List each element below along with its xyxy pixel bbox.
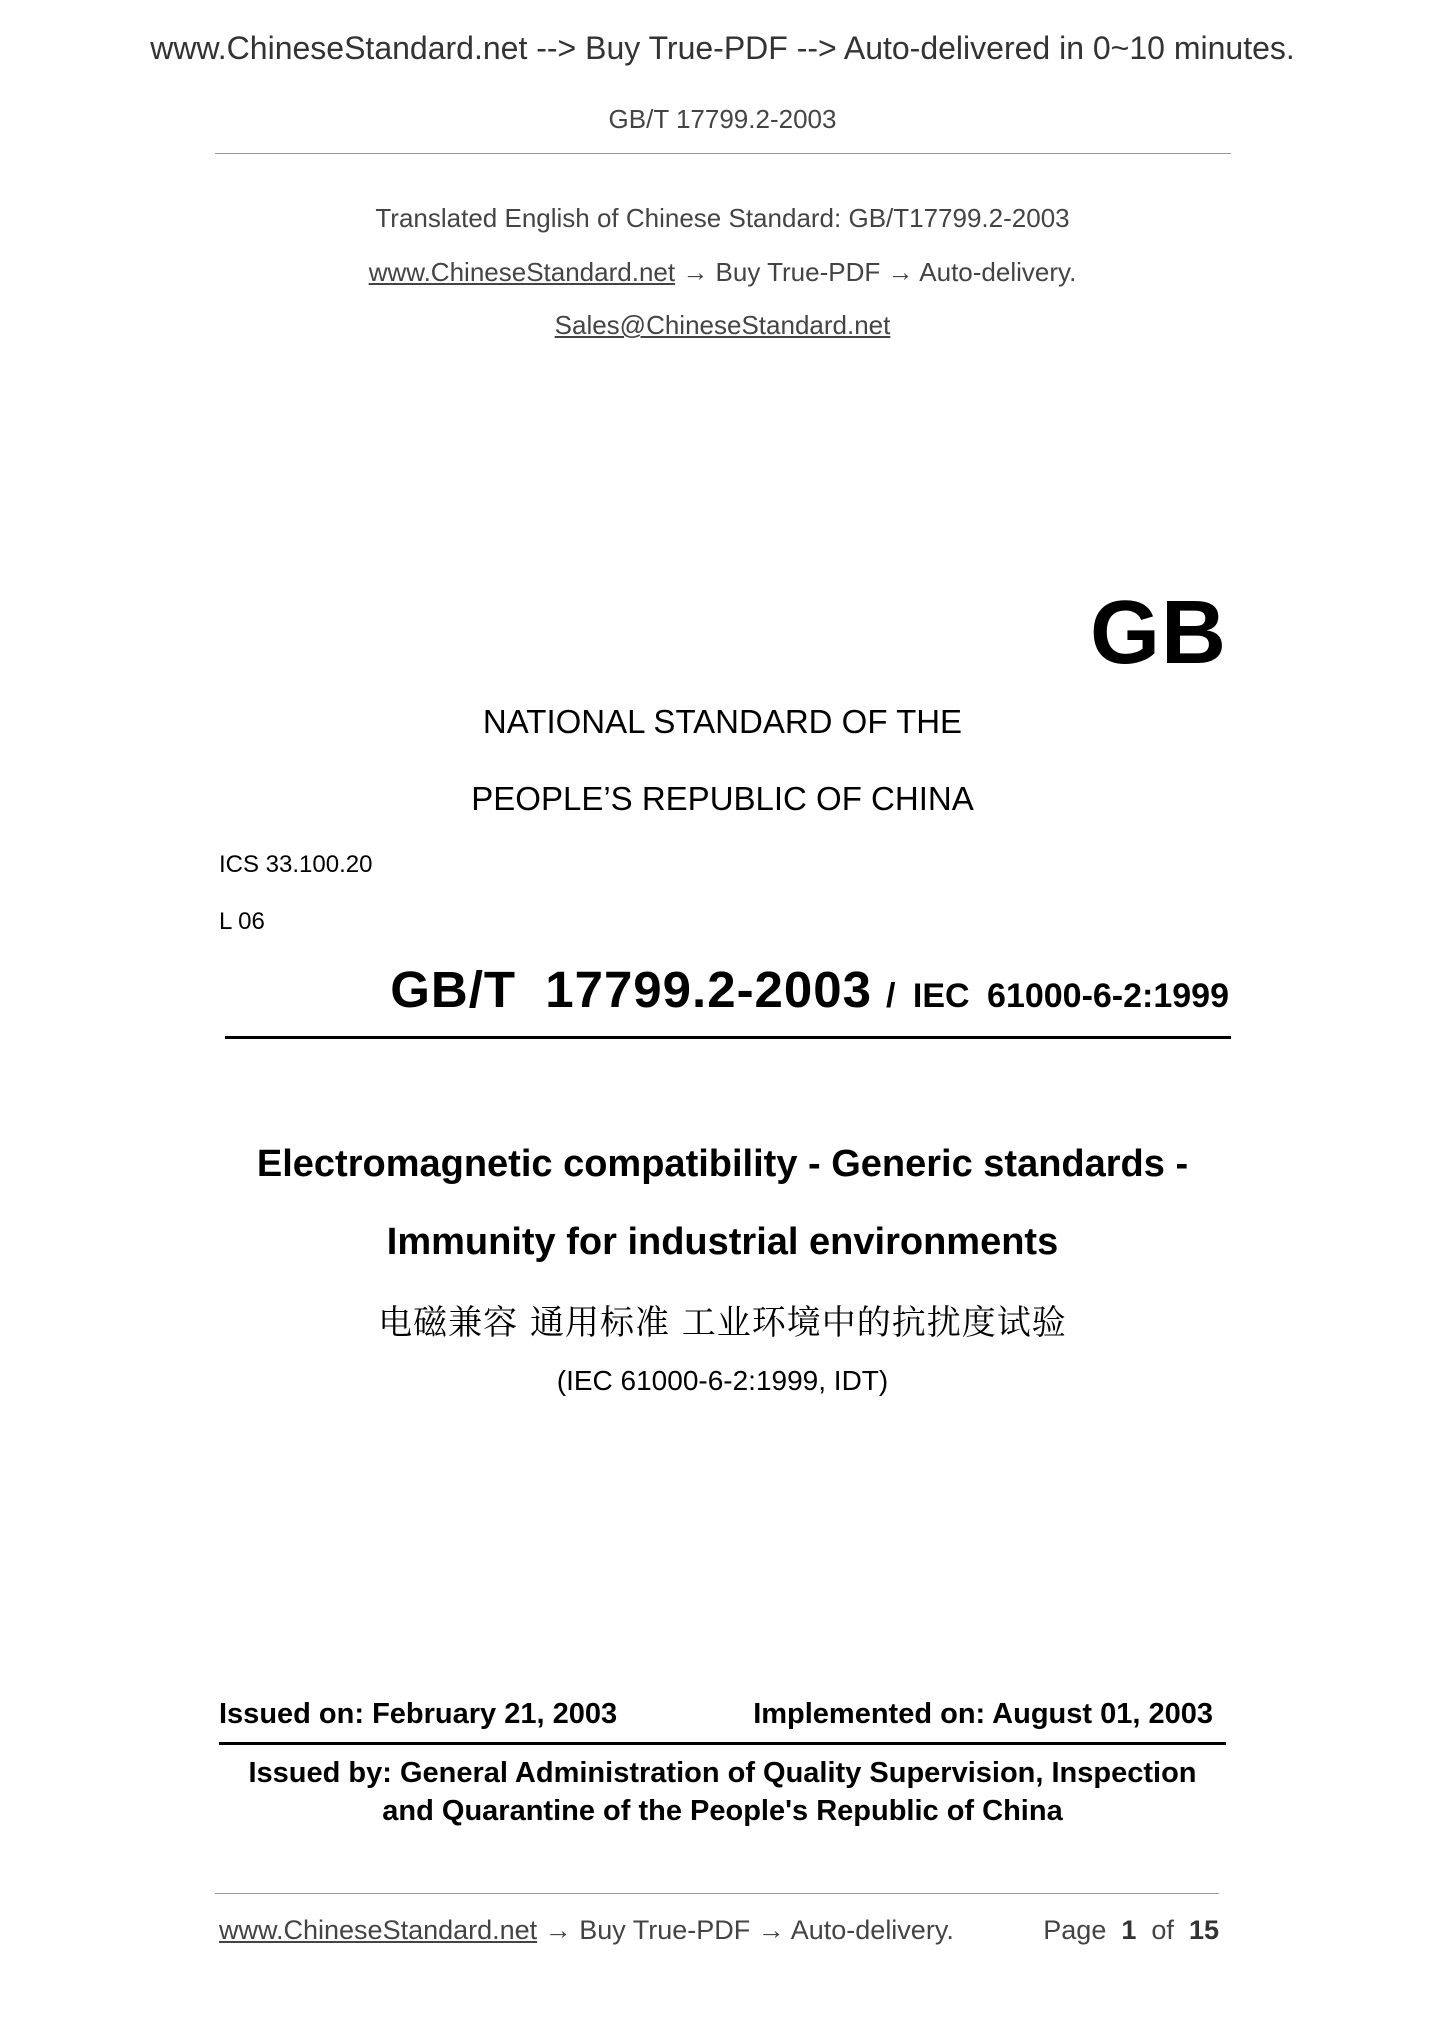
of-label: of	[1151, 1915, 1174, 1945]
issued-on-date: Issued on: February 21, 2003	[219, 1698, 618, 1730]
buy-line	[0, 257, 1445, 288]
sales-email-link[interactable]: Sales@ChineseStandard.net	[554, 310, 891, 340]
ics-code: ICS 33.100.20	[219, 851, 373, 878]
dates-divider	[219, 1742, 1226, 1745]
site-link[interactable]: www.ChineseStandard.net	[368, 257, 676, 287]
implemented-on-date: Implemented on: August 01, 2003	[753, 1698, 1213, 1730]
translated-note: Translated English of Chinese Standard: GB/T17799.2-2003	[375, 203, 1070, 233]
title-line2: Immunity for industrial environments	[386, 1221, 1059, 1263]
page-indicator	[1043, 1915, 1219, 1946]
national-standard-line2: PEOPLE’S REPUBLIC OF CHINA	[471, 780, 974, 817]
standard-number-row	[390, 960, 1229, 1019]
sales-line	[0, 310, 1445, 341]
national-standard-line1: NATIONAL STANDARD OF THE	[482, 703, 963, 740]
chinese-title: 电磁兼容 通用标准 工业环境中的抗扰度试验	[378, 1303, 1067, 1343]
l-code: L 06	[219, 908, 265, 935]
footer-divider	[215, 1893, 1219, 1894]
title-line1: Electromagnetic compatibility - Generic standards -	[256, 1143, 1189, 1185]
issuer-line1: Issued by: General Administration of Quality Supervision, Inspection	[248, 1757, 1197, 1789]
footer-buy-text: → Buy True-PDF → Auto-delivery.	[537, 1915, 954, 1945]
iec-identity: (IEC 61000-6-2:1999, IDT)	[556, 1365, 889, 1396]
header-standard-code: GB/T 17799.2-2003	[608, 104, 837, 134]
header-divider	[215, 153, 1231, 154]
standard-number-divider	[225, 1036, 1231, 1039]
top-banner: www.ChineseStandard.net --> Buy True-PDF --> Auto-delivered in 0~10 minutes.	[150, 30, 1295, 66]
page-total: 15	[1188, 1915, 1219, 1945]
gb-mark: GB	[1090, 583, 1227, 683]
page-label: Page	[1043, 1915, 1107, 1945]
footer-site-link[interactable]: www.ChineseStandard.net	[219, 1915, 538, 1945]
page-current: 1	[1121, 1915, 1137, 1945]
buy-text: → Buy True-PDF → Auto-delivery.	[675, 257, 1077, 287]
footer-buy-line	[219, 1915, 954, 1946]
iec-equivalent: / IEC 61000-6-2:1999	[886, 977, 1229, 1015]
issuer-line2: and Quarantine of the People's Republic of China	[382, 1795, 1063, 1827]
standard-number: GB/T 17799.2-2003	[390, 961, 873, 1018]
